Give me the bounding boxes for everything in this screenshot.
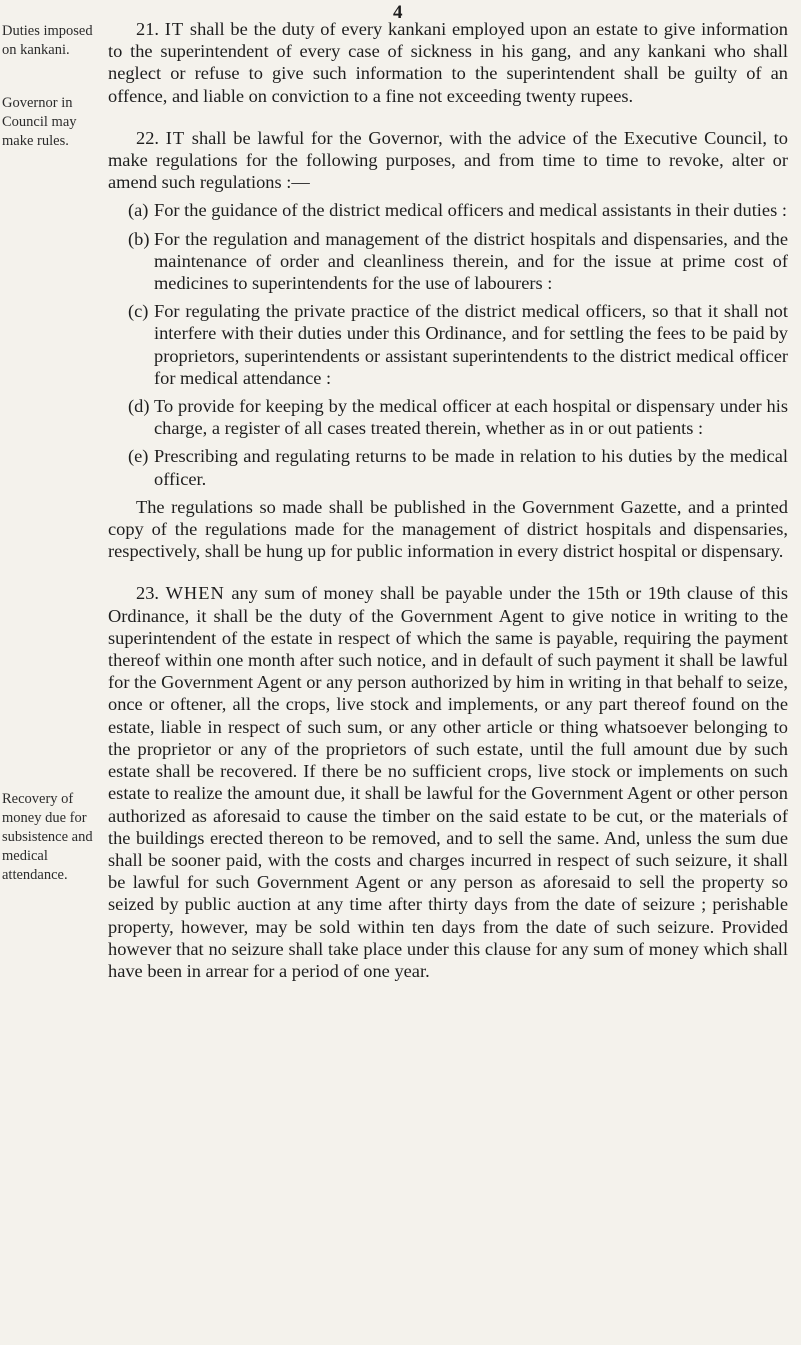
- list-item-e: [108, 445, 788, 489]
- item-label: (b): [128, 228, 150, 249]
- margin-note-governor: Governor in Council may make rules.: [2, 95, 77, 149]
- section-21-lead: IT: [164, 19, 185, 39]
- margin-note-recovery: Recovery of money due for subsistence and medical attendance.: [2, 791, 93, 883]
- section-21-text: shall be the duty of every kankani employed upon an estate to give information to the superintendent of every case of sickness in his gang, and any kankani who shall neglect or refuse to give such information to the superintendent shall be guilty of an offence, and liable on conviction to a fine not exceeding twenty rupees.: [108, 19, 788, 106]
- margin-note-duties: Duties imposed on kankani.: [2, 23, 93, 58]
- list-item-c: [108, 300, 788, 389]
- section-22-number: 22.: [136, 127, 159, 148]
- section-22: [108, 127, 788, 563]
- item-label: (d): [128, 396, 150, 417]
- list-item-d: [108, 395, 788, 439]
- item-label: (a): [128, 200, 149, 221]
- section-21: [108, 18, 788, 107]
- page-number: 4: [393, 2, 403, 23]
- section-22-lead: IT: [165, 127, 186, 148]
- section-21-number: 21.: [136, 19, 159, 39]
- section-23-text: any sum of money shall be payable under the 15th or 19th clause of this Ordinance, it shall be the duty of the Government Agent to give notice in writing to the superintendent of the estate in respect of which the same is payable, requiring the payment thereof within one month after such notice, and in default of such payment it shall be lawful for the Government Agent or any person authorized by him in writing in that behalf to seize, once or oftener, all the crops, live stock and implements, or any part thereof found on the estate, liable in respect of such sum, or any other article or thing whatsoever belonging to the proprietor or any of the proprietors of such estate, until the full amount due by such estate shall be recovered. If there be no sufficient crops, live stock or implements on such estate to realize the amount due, it shall be lawful for the Government Agent or other person authorized as aforesaid to cause the timber on the said estate to be cut, or the materials of the buildings erected thereon to be removed, and to sell the same. And, unless the sum due shall be sooner paid, with the costs and charges incurred in respect of such seizure, it shall be lawful for such Government Agent or any person as aforesaid to sell the property so seized by public auction at any time after thirty days from the date of seizure ; perishable property, however, may be sold within ten days from the date of such seizure. Provided however that no seizure shall take place under this clause for any sum of money which shall have been in arrear for a period of one year.: [108, 583, 788, 981]
- item-text: To provide for keeping by the medical officer at each hospital or dispensary under his charge, a register of all cases treated therein, whether as in or out patients :: [154, 396, 788, 439]
- section-22-intro: [108, 127, 788, 194]
- document-body: [108, 18, 788, 1002]
- section-23-lead: WHEN: [165, 583, 225, 604]
- section-22-text: shall be lawful for the Governor, with the advice of the Executive Council, to make regulations for the following purposes, and from time to time to revoke, alter or amend such regulations :—: [108, 127, 788, 193]
- item-text: For regulating the private practice of the district medical officers, so that it shall not interfere with their duties under this Ordinance, and for settling the fees to be paid by proprietors, superintendents or assistant superintendents to the district medical officer for medical attendance :: [154, 301, 788, 388]
- item-label: (c): [128, 301, 149, 322]
- section-23-number: 23.: [136, 583, 159, 604]
- section-23: [108, 582, 788, 982]
- item-text: For the regulation and management of the district hospitals and dispensaries, and the maintenance of order and cleanliness therein, and for the issue at prime cost of medicines to superintendents for the use of labourers :: [154, 228, 788, 294]
- list-item-b: [108, 228, 788, 295]
- item-label: (e): [128, 446, 149, 467]
- section-22-closing: The regulations so made shall be published in the Government Gazette, and a printed copy of the regulations made for the management of district hospitals and dispensaries, respectively, shall be hung up for public information in every district hospital or dispensary.: [108, 496, 788, 562]
- item-text: Prescribing and regulating returns to be made in relation to his duties by the medical officer.: [154, 446, 788, 489]
- list-item-a: [108, 199, 788, 221]
- item-text: For the guidance of the district medical officers and medical assistants in their duties :: [154, 200, 787, 221]
